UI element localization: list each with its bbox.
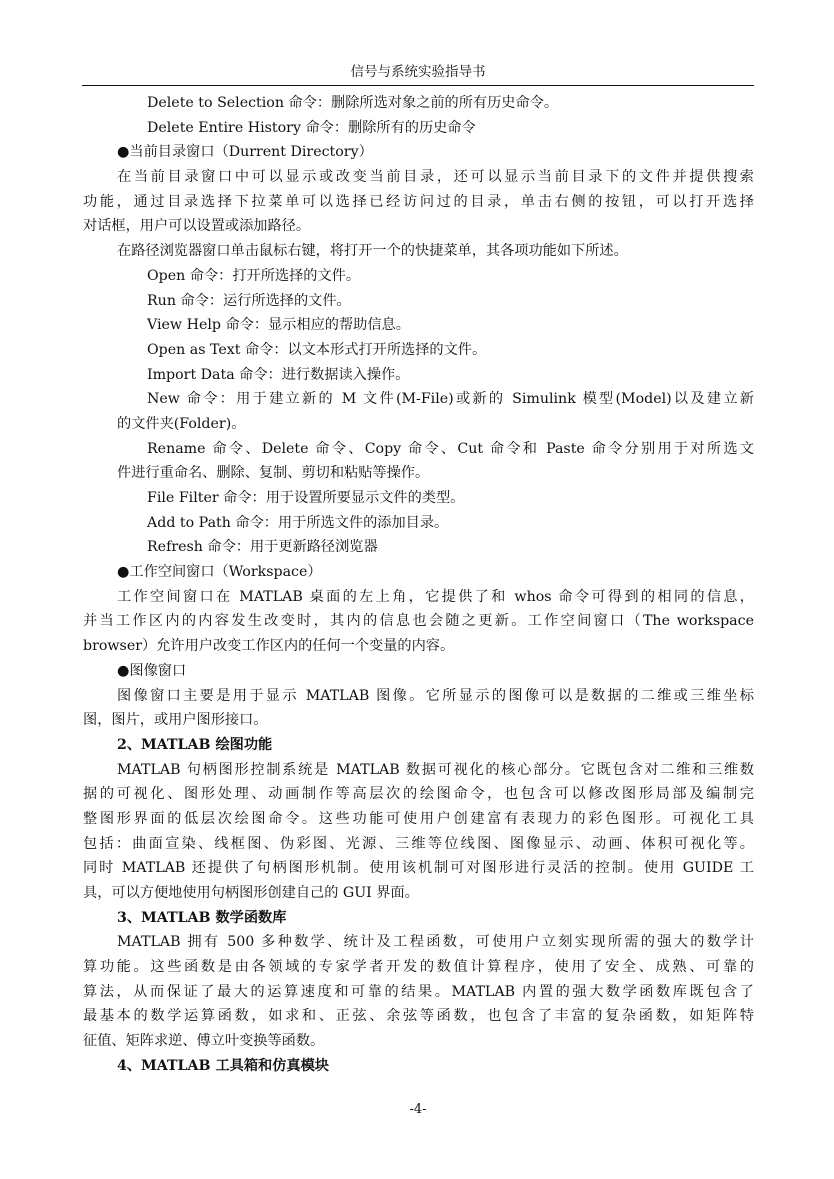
text-line: Run 命令：运行所选择的文件。 [147, 292, 351, 309]
text-line: 图，图片，或用户图形接口。 [83, 712, 268, 729]
section-heading: 3、MATLAB 数学函数库 [117, 909, 287, 926]
text-line: MATLAB 拥有 500 多种数学、统计及工程函数，可使用户立刻实现所需的强大的数学计 [117, 934, 754, 951]
text-line: 包括：曲面宣染、线框图、伪彩图、光源、三维等位线图、图像显示、动画、体积可视化等。 [83, 835, 754, 852]
header-divider [82, 85, 754, 86]
text-line: Rename 命令、Delete 命令、Copy 命令、Cut 命令和 Paste 命令分别用于对所选文 [147, 440, 754, 457]
text-line: browser）允许用户改变工作区内的任何一个变量的内容。 [83, 638, 455, 655]
text-line: Open as Text 命令：以文本形式打开所选择的文件。 [147, 341, 487, 358]
text-line: ●工作空间窗口（Workspace） [117, 564, 322, 581]
text-line: 在路径浏览器窗口单击鼠标右键，将打开一个的快捷菜单，其各项功能如下所述。 [117, 243, 628, 260]
text-line: MATLAB 句柄图形控制系统是 MATLAB 数据可视化的核心部分。它既包含对二维和三维数 [117, 761, 754, 778]
text-line: 征值、矩阵求逆、傅立叶变换等函数。 [83, 1033, 325, 1050]
text-line: ●图像窗口 [117, 662, 187, 679]
text-line: View Help 命令：显示相应的帮助信息。 [147, 317, 410, 334]
text-line: Delete Entire History 命令：删除所有的历史命令 [147, 119, 476, 136]
running-header: 信号与系统实验指导书 [350, 64, 486, 80]
section-heading: 4、MATLAB 工具箱和仿真模块 [117, 1057, 329, 1074]
text-line: Open 命令：打开所选择的文件。 [147, 267, 361, 284]
text-line: 在当前目录窗口中可以显示或改变当前目录，还可以显示当前目录下的文件并提供搜索 [117, 169, 754, 186]
text-line: 并当工作区内的内容发生改变时，其内的信息也会随之更新。工作空间窗口（The workspace [83, 613, 754, 630]
text-line: 的文件夹(Folder)。 [117, 415, 246, 432]
page-body [83, 91, 754, 1079]
page-number: -4- [409, 1102, 427, 1117]
text-line: 图像窗口主要是用于显示 MATLAB 图像。它所显示的图像可以是数据的二维或三维坐标 [117, 687, 754, 704]
text-line: Refresh 命令：用于更新路径浏览器 [147, 539, 378, 556]
text-line: New 命令：用于建立新的 M 文件(M-File)或新的 Simulink 模型(Model)以及建立新 [147, 391, 754, 408]
text-line: Delete to Selection 命令：删除所选对象之前的所有历史命令。 [147, 95, 559, 111]
section-heading: 2、MATLAB 绘图功能 [117, 736, 273, 753]
text-line: File Filter 命令：用于设置所要显示文件的类型。 [147, 490, 465, 506]
text-line: 功能，通过目录选择下拉菜单可以选择已经访问过的目录，单击右侧的按钮，可以打开选择 [83, 193, 754, 210]
text-line: Import Data 命令：进行数据读入操作。 [147, 366, 410, 383]
text-line: 算功能。这些函数是由各领域的专家学者开发的数值计算程序，使用了安全、成熟、可靠的 [83, 959, 754, 976]
text-line: 算法，从而保证了最大的运算速度和可靠的结果。MATLAB 内置的强大数学函数库既包含了 [83, 983, 754, 1000]
text-line: Add to Path 命令：用于所选文件的添加目录。 [147, 514, 449, 531]
text-line: 同时 MATLAB 还提供了句柄图形机制。使用该机制可对图形进行灵活的控制。使用 GUIDE 工 [83, 860, 754, 877]
text-line: 最基本的数学运算函数，如求和、正弦、余弦等函数，也包含了丰富的复杂函数，如矩阵特 [83, 1008, 754, 1025]
text-line: 对话框，用户可以设置或添加路径。 [83, 218, 311, 235]
text-line: 件进行重命名、删除、复制、剪切和粘贴等操作。 [117, 465, 430, 482]
text-line: 具，可以方便地使用句柄图形创建自己的 GUI 界面。 [83, 885, 419, 901]
text-line: 工作空间窗口在 MATLAB 桌面的左上角，它提供了和 whos 命令可得到的相同的信息， [117, 588, 754, 605]
text-line: ●当前目录窗口（Durrent Directory） [117, 144, 373, 161]
text-line: 整图形界面的低层次绘图命令。这些功能可使用户创建富有表现力的彩色图形。可视化工具 [83, 810, 754, 827]
text-line: 据的可视化、图形处理、动画制作等高层次的绘图命令，也包含可以修改图形局部及编制完 [83, 786, 754, 803]
